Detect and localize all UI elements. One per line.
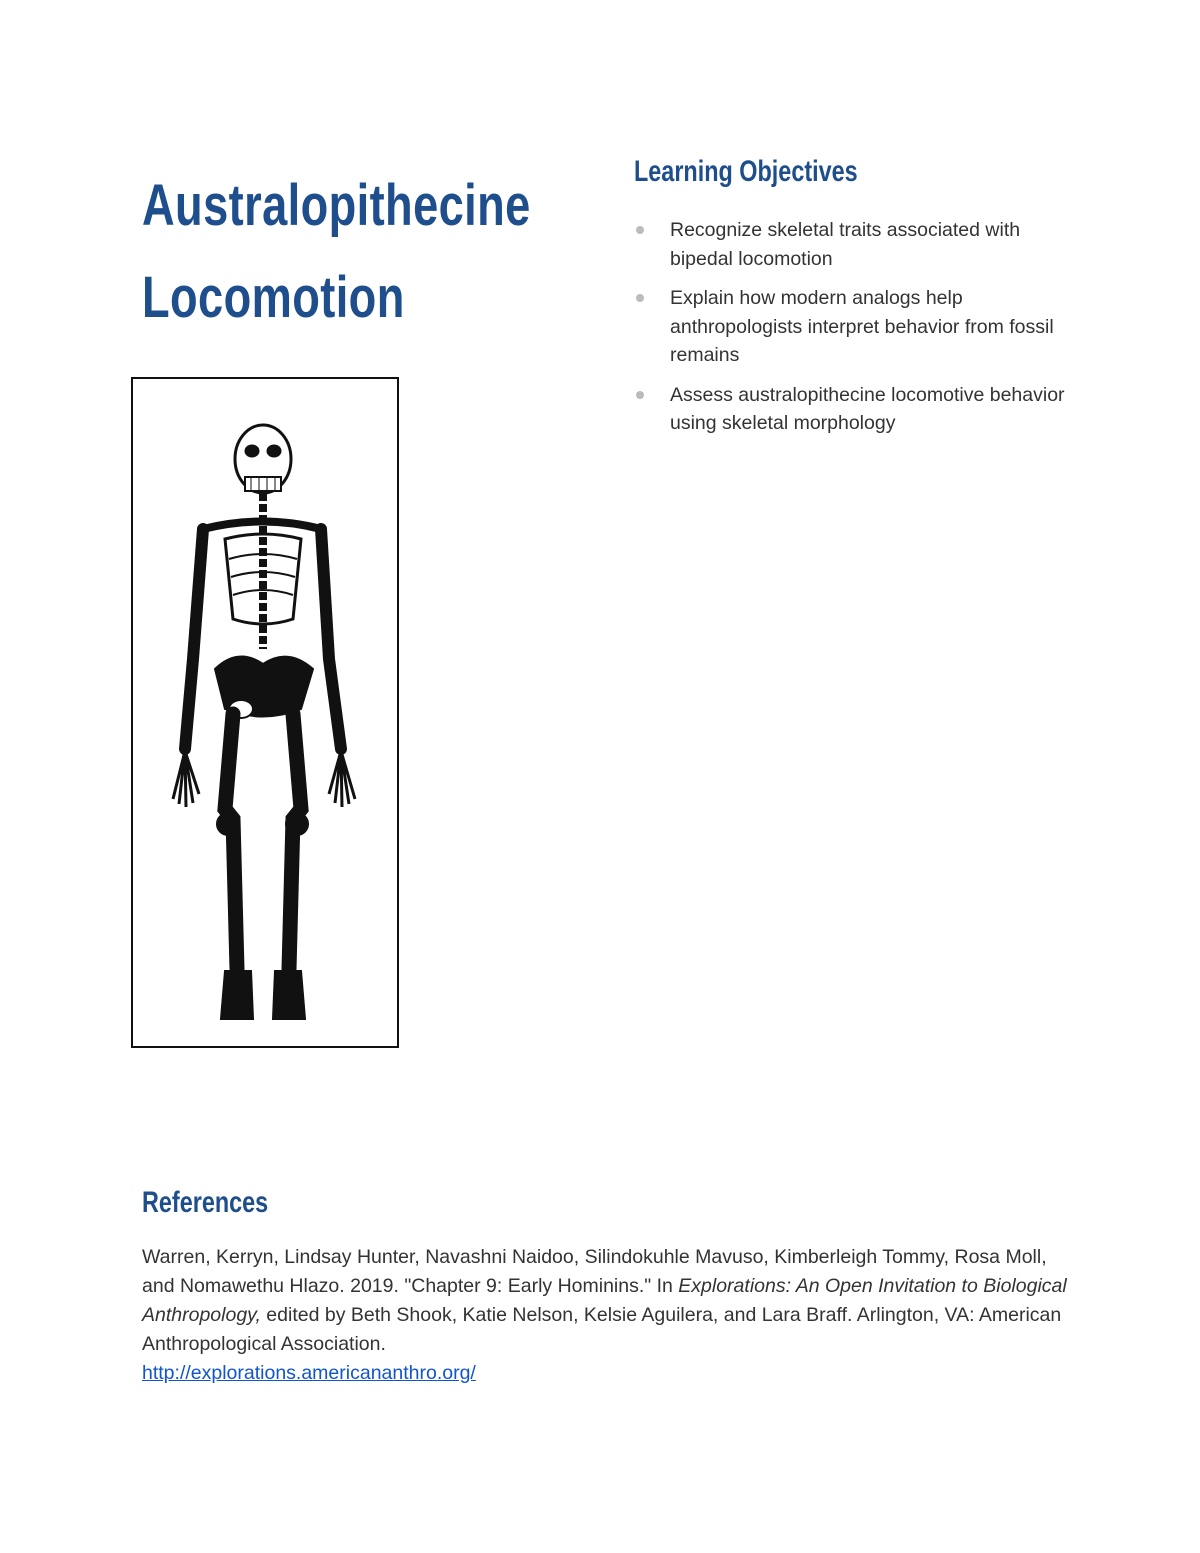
list-item bbox=[634, 284, 1074, 370]
bullet-icon bbox=[636, 226, 644, 234]
bullet-icon bbox=[636, 294, 644, 302]
citation-title: Explorations: An Open Invitation to Biological Anthropology, bbox=[142, 1275, 1067, 1326]
reference-citation bbox=[142, 1243, 1072, 1388]
objective-text: Recognize skeletal traits associated with bipedal locomotion bbox=[670, 219, 1021, 270]
skeleton-figure bbox=[131, 377, 399, 1048]
page-title bbox=[142, 160, 531, 344]
explorations-link[interactable]: http://explorations.americananthro.org/ bbox=[142, 1362, 476, 1384]
list-item bbox=[634, 381, 1074, 438]
skeleton-illustration-icon bbox=[133, 379, 397, 1046]
list-item bbox=[634, 216, 1074, 273]
objective-text: Assess australopithecine locomotive behavior using skeletal morphology bbox=[670, 383, 1065, 434]
citation-text-continued: edited by Beth Shook, Katie Nelson, Kelsie Aguilera, and Lara Braff. Arlington, VA: American Anthropological Association. bbox=[142, 1304, 1062, 1355]
bullet-icon bbox=[636, 391, 644, 399]
learning-objectives-list bbox=[634, 216, 1074, 449]
learning-objectives-heading: Learning Objectives bbox=[634, 155, 858, 188]
citation-text: Warren, Kerryn, Lindsay Hunter, Navashni Naidoo, Silindokuhle Mavuso, Kimberleigh Tommy, Rosa Moll, and Nomawethu Hlazo. 2019. "Chapter 9: Early Hominins." In bbox=[142, 1246, 1047, 1297]
page-title-line-2: Locomotion bbox=[142, 265, 405, 330]
references-heading: References bbox=[142, 1186, 269, 1219]
page-title-line-1: Australopithecine bbox=[142, 173, 531, 238]
objective-text: Explain how modern analogs help anthropologists interpret behavior from fossil remains bbox=[670, 287, 1054, 366]
